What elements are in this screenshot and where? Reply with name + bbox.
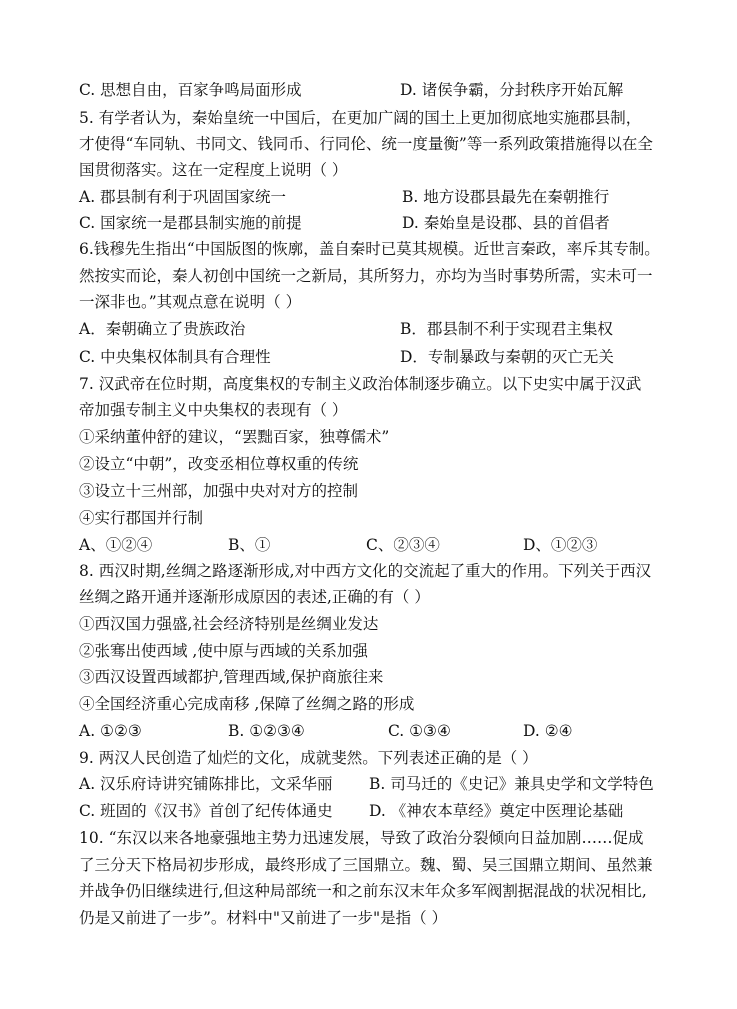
q8-item-3: ③西汉设置西域都护,管理西域,保护商旅往来 [79,668,384,686]
q8-option-c: C. ①③④ [388,722,451,740]
q7-option-a: A、①②④ [79,536,153,554]
q6-stem-line-1: 6.钱穆先生指出“中国版图的恢廓，盖自秦时已莫其规模。近世言秦政，率斥其专制。 [79,240,660,258]
q8-item-1: ①西汉国力强盛,社会经济特别是丝绸业发达 [79,615,379,633]
q9-option-a: A. 汉乐府诗讲究铺陈排比，文采华丽 [79,775,333,793]
q9-option-b: B. 司马迁的《史记》兼具史学和文学特色 [369,775,654,793]
q9-option-c: C. 班固的《汉书》首创了纪传体通史 [79,802,333,820]
q8-option-a: A. ①②③ [79,722,142,740]
q10-stem-line-2: 了三分天下格局初步形成，最终形成了三国鼎立。魏、蜀、吴三国鼎立期间、虽然兼 [79,856,653,874]
q5-stem-line-3: 国贯彻落实。这在一定程度上说明（ ） [79,161,348,179]
q5-option-a: A. 郡县制有利于巩固国家统一 [79,188,287,206]
q6-stem-line-2: 然按实而论，秦人初创中国统一之新局，其所努力，亦均为当时事势所需，实未可一 [79,267,653,285]
q9-option-d: D. 《神农本草经》奠定中医理论基础 [369,802,624,820]
q4-option-c: C. 思想自由，百家争鸣局面形成 [79,81,302,99]
q8-option-d: D. ②④ [523,722,573,740]
q8-stem-line-2: 丝绸之路开通并逐渐形成原因的表述,正确的有（ ） [79,588,430,606]
q4-option-d: D. 诸侯争霸，分封秩序开始瓦解 [400,81,624,99]
q5-option-c: C. 国家统一是郡县制实施的前提 [79,214,302,232]
q7-item-4: ④实行郡国并行制 [79,509,204,527]
q8-item-2: ②张骞出使西域 ,使中原与西域的关系加强 [79,642,368,660]
q6-stem-line-3: 一深非也。”其观点意在说明（ ） [79,293,302,311]
q5-stem-line-2: 才使得“车同轨、书同文、钱同币、行同伦、统一度量衡”等一系列政策措施得以在全 [79,135,653,153]
q6-option-b: B．郡县制不利于实现君主集权 [400,320,613,338]
q6-option-a: A．秦朝确立了贵族政治 [79,320,246,338]
q10-stem-line-1: 10. “东汉以来各地豪强地主势力迅速发展，导致了政治分裂倾向日益加剧……促成 [79,829,644,847]
q6-option-c: C. 中央集权体制具有合理性 [79,348,271,366]
q10-stem-line-4: 仍是又前进了一步”。材料中"又前进了一步"是指（ ） [79,909,448,927]
q7-option-d: D、①②③ [523,536,598,554]
q7-item-1: ①采纳董仲舒的建议，“罢黜百家，独尊儒术” [79,428,390,446]
q5-option-b: B. 地方设郡县最先在秦朝推行 [402,188,610,206]
q8-option-b: B. ①②③④ [228,722,305,740]
q8-item-4: ④全国经济重心完成南移 ,保障了丝绸之路的形成 [79,695,415,713]
q5-stem-line-1: 5. 有学者认为，秦始皇统一中国后，在更加广阔的国土上更加彻底地实施郡县制， [79,109,642,127]
q5-option-d: D. 秦始皇是设郡、县的首倡者 [402,214,610,232]
q10-stem-line-3: 并战争仍旧继续进行,但这种局部统一和之前东汉末年众多军阀割据混战的状况相比, [79,882,647,900]
q6-option-d: D．专制暴政与秦朝的灭亡无关 [400,348,614,366]
q7-option-c: C、②③④ [366,536,440,554]
q8-stem-line-1: 8. 西汉时期,丝绸之路逐渐形成,对中西方文化的交流起了重大的作用。下列关于西汉 [79,562,652,580]
q9-stem-line-1: 9. 两汉人民创造了灿烂的文化，成就斐然。下列表述正确的是（ ） [79,749,538,767]
q7-stem-line-2: 帝加强专制主义中央集权的表现有（ ） [79,401,348,419]
q7-item-3: ③设立十三州部，加强中央对对方的控制 [79,482,359,500]
q7-option-b: B、① [228,536,271,554]
q7-stem-line-1: 7. 汉武帝在位时期，高度集权的专制主义政治体制逐步确立。以下史实中属于汉武 [79,375,642,393]
q7-item-2: ②设立“中朝”，改变丞相位尊权重的传统 [79,455,359,473]
